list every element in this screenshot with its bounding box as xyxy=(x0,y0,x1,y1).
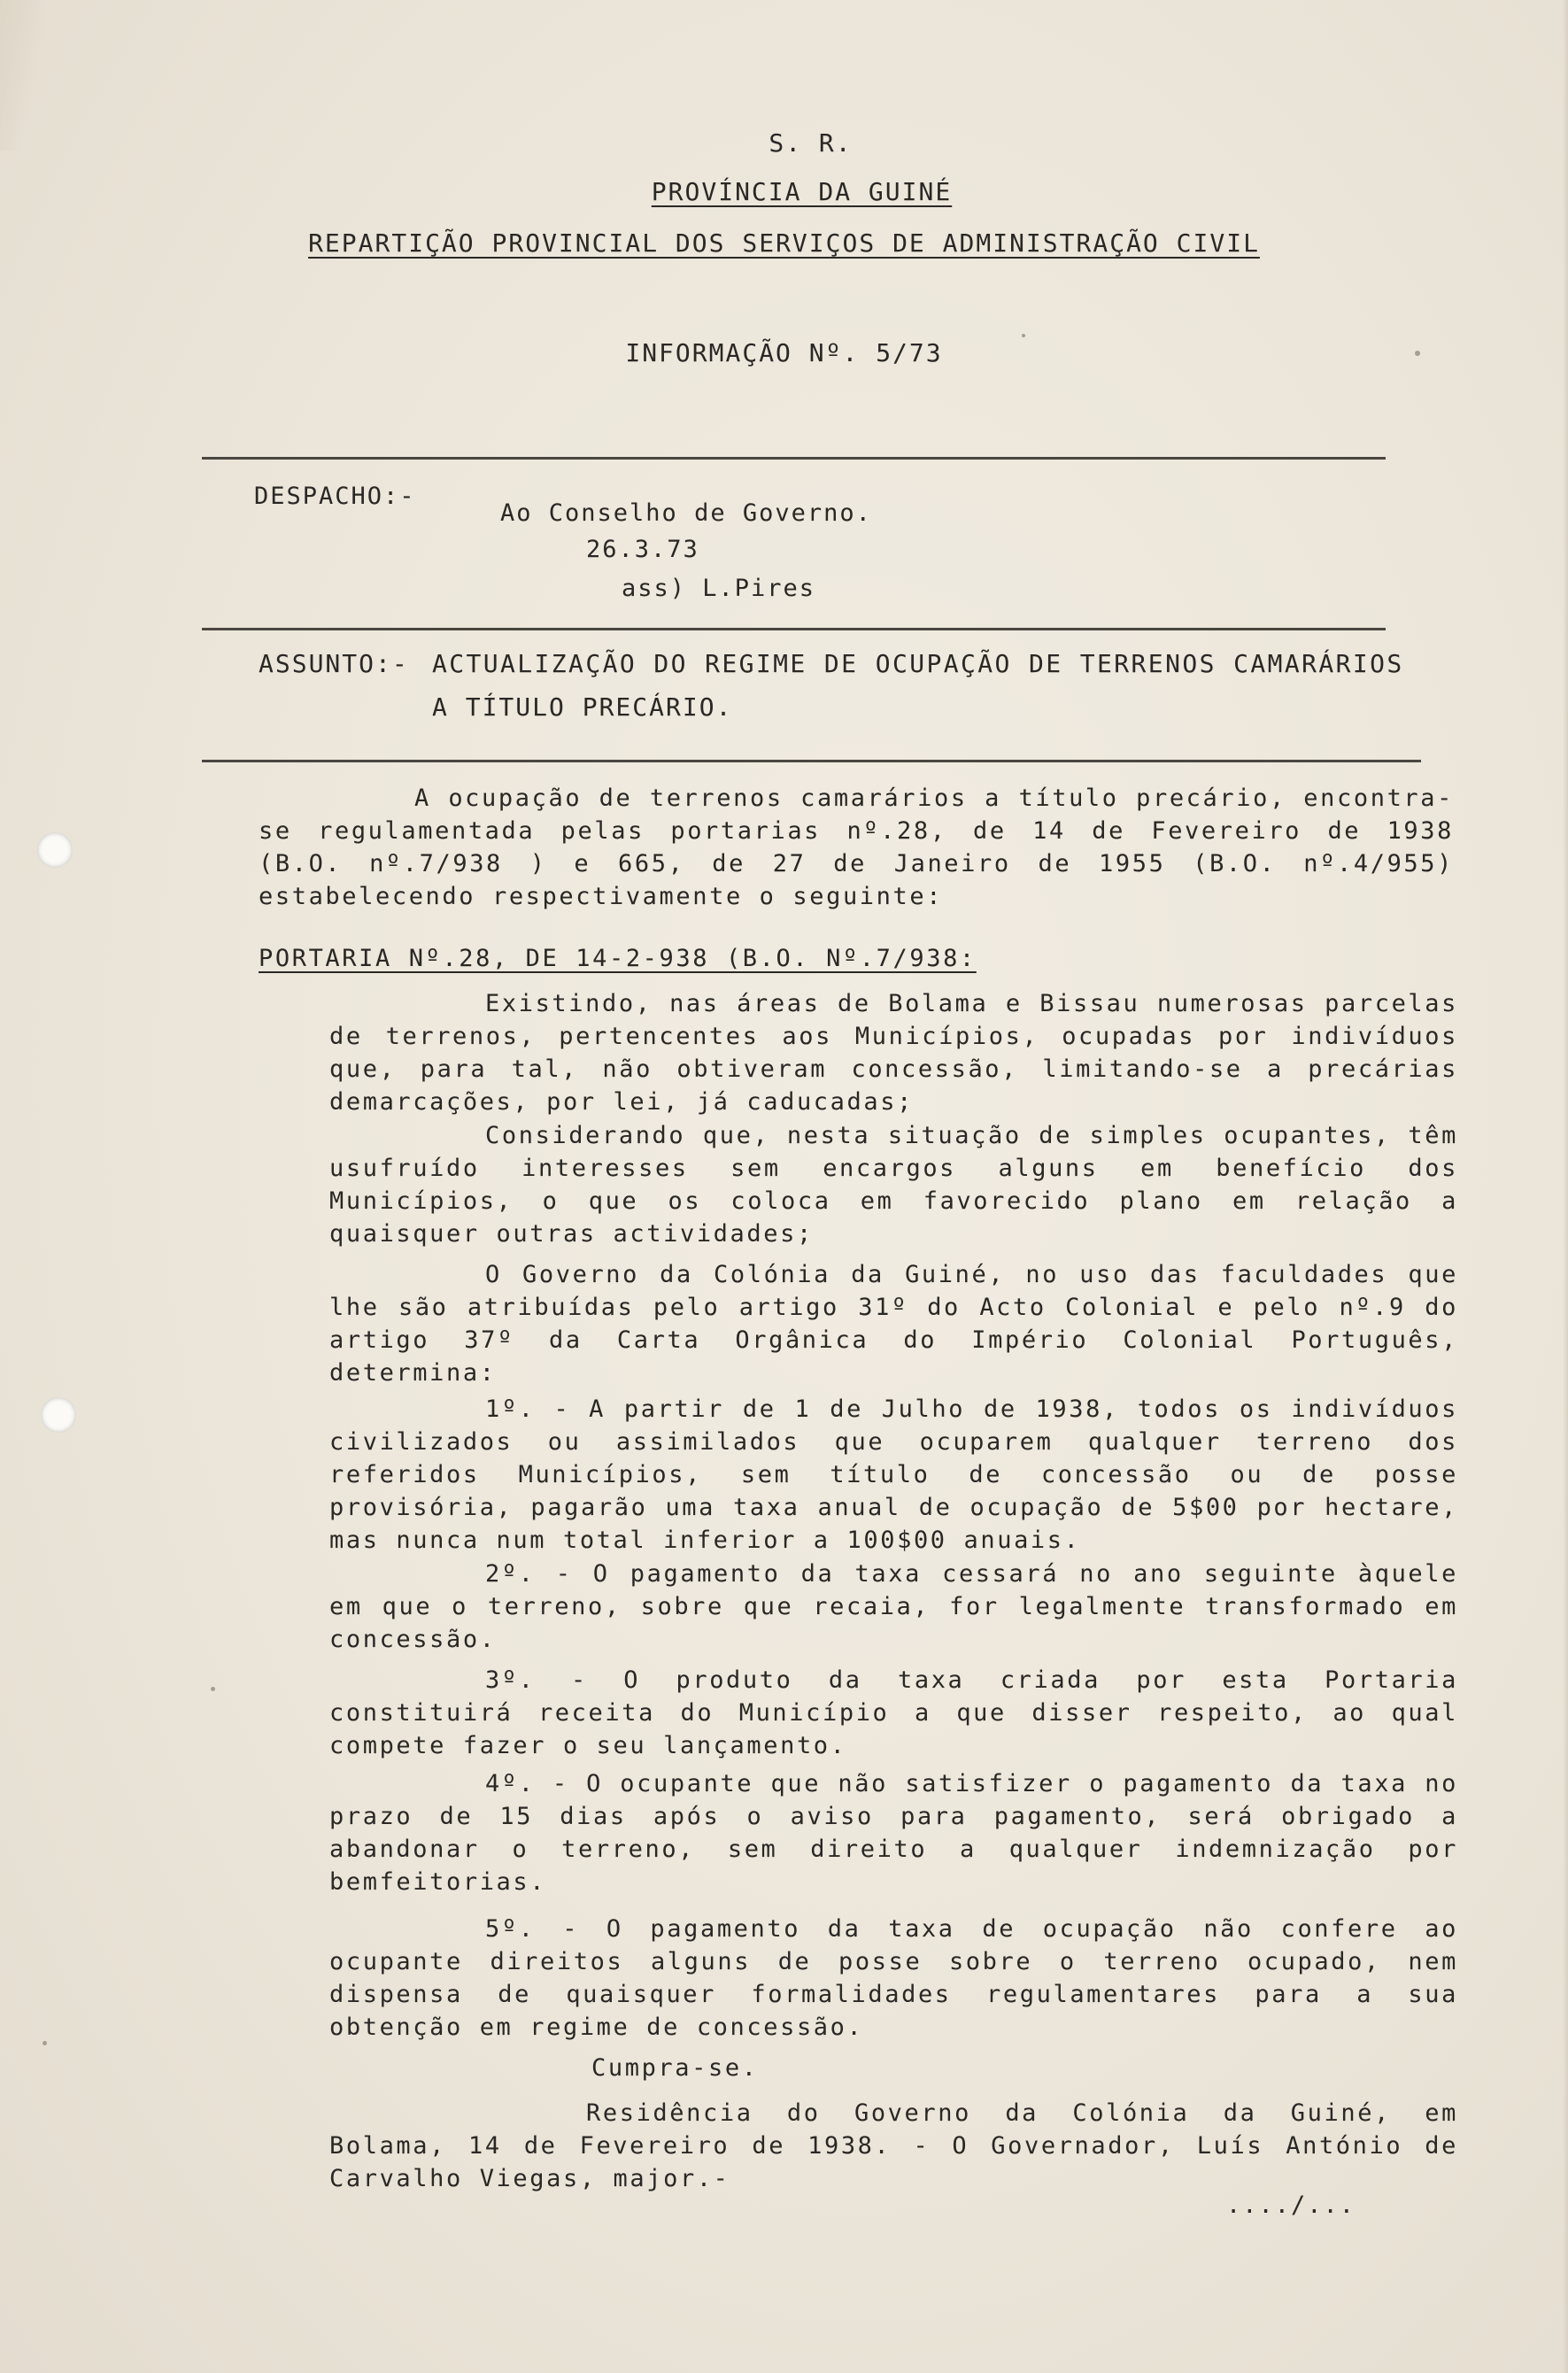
despacho-line: Ao Conselho de Governo. xyxy=(500,499,872,527)
header-sr: S. R. xyxy=(769,128,853,158)
intro-paragraph: A ocupação de terrenos camarários a título precário, encontra-se regulamentada pelas portarias nº.28, de 14 de Fevereiro de 1938 (B.O. nº.7/938 ) e 665, de 27 de Janeiro de 1955 (B.O. nº.4/955) estabelecendo respectivamente o seguinte: xyxy=(259,785,1454,910)
portaria-paragraph: Existindo, nas áreas de Bolama e Bissau numerosas parcelas de terrenos, pertencentes aos Municípios, ocupadas por indivíduos que, para tal, não obtiveram concessão, limitando-se a precárias demarcações, por lei, já caducadas; xyxy=(329,990,1458,1116)
article-2: 2º. - O pagamento da taxa cessará no ano seguinte àquele em que o terreno, sobre que recaia, for legalmente transformado em concessão. xyxy=(329,1560,1458,1653)
closing-paragraph: Residência do Governo da Colónia da Guiné, em Bolama, 14 de Fevereiro de 1938. - O Governador, Luís António de Carvalho Viegas, major.- xyxy=(329,2099,1458,2192)
punch-hole-bottom xyxy=(41,1397,76,1433)
continuation-mark: ..../... xyxy=(1226,2191,1356,2219)
portaria-paragraph: Considerando que, nesta situação de simples ocupantes, têm usufruído interesses sem encargos alguns em benefício dos Municípios, o que os coloca em favorecido plano em relação a quaisquer outras actividades; xyxy=(329,1122,1458,1248)
divider-rule xyxy=(202,628,1386,630)
article-4: 4º. - O ocupante que não satisfizer o pagamento da taxa no prazo de 15 dias após o aviso para pagamento, será obrigado a abandonar o terreno, sem direito a qualquer indemnização por bemfeitorias. xyxy=(329,1770,1458,1896)
article-1: 1º. - A partir de 1 de Julho de 1938, todos os indivíduos civilizados ou assimilados que ocuparem qualquer terreno dos referidos Municípios, sem título de concessão ou de posse provisória, pagarão uma taxa anual de ocupação de 5$00 por hectare, mas nunca num total inferior a 100$00 anuais. xyxy=(329,1395,1458,1554)
article-3: 3º. - O produto da taxa criada por esta Portaria constituirá receita do Município a que disser respeito, ao qual compete fazer o seu lançamento. xyxy=(329,1666,1458,1759)
divider-rule xyxy=(202,457,1386,460)
despacho-signature: ass) L.Pires xyxy=(622,575,816,602)
portaria-heading: PORTARIA Nº.28, DE 14-2-938 (B.O. Nº.7/938: xyxy=(259,945,977,972)
despacho-label: DESPACHO:- xyxy=(254,483,416,510)
header-province: PROVÍNCIA DA GUINÉ xyxy=(651,177,953,206)
header-department: REPARTIÇÃO PROVINCIAL DOS SERVIÇOS DE ADMINISTRAÇÃO CIVIL xyxy=(308,228,1260,258)
portaria-paragraph: O Governo da Colónia da Guiné, no uso das faculdades que lhe são atribuídas pelo artigo 31º do Acto Colonial e pelo nº.9 do artigo 37º da Carta Orgânica do Império Colonial Português, determina: xyxy=(329,1261,1458,1387)
divider-rule xyxy=(202,760,1421,762)
info-number: INFORMAÇÃO Nº. 5/73 xyxy=(625,338,943,367)
stain-mark xyxy=(42,2041,47,2045)
despacho-date: 26.3.73 xyxy=(586,536,699,563)
assunto-line2: A TÍTULO PRECÁRIO. xyxy=(432,692,733,722)
assunto-line1: ACTUALIZAÇÃO DO REGIME DE OCUPAÇÃO DE TERRENOS CAMARÁRIOS xyxy=(432,649,1404,678)
assunto-label: ASSUNTO:- xyxy=(259,649,409,678)
stain-mark xyxy=(211,1687,215,1691)
cumpra-se: Cumpra-se. xyxy=(591,2054,759,2082)
stain-mark xyxy=(1022,334,1025,337)
article-5: 5º. - O pagamento da taxa de ocupação não confere ao ocupante direitos alguns de posse sobre o terreno ocupado, nem dispensa de quaisquer formalidades regulamentares para a sua obtenção em regime de concessão. xyxy=(329,1915,1458,2041)
punch-hole-top xyxy=(37,832,73,868)
